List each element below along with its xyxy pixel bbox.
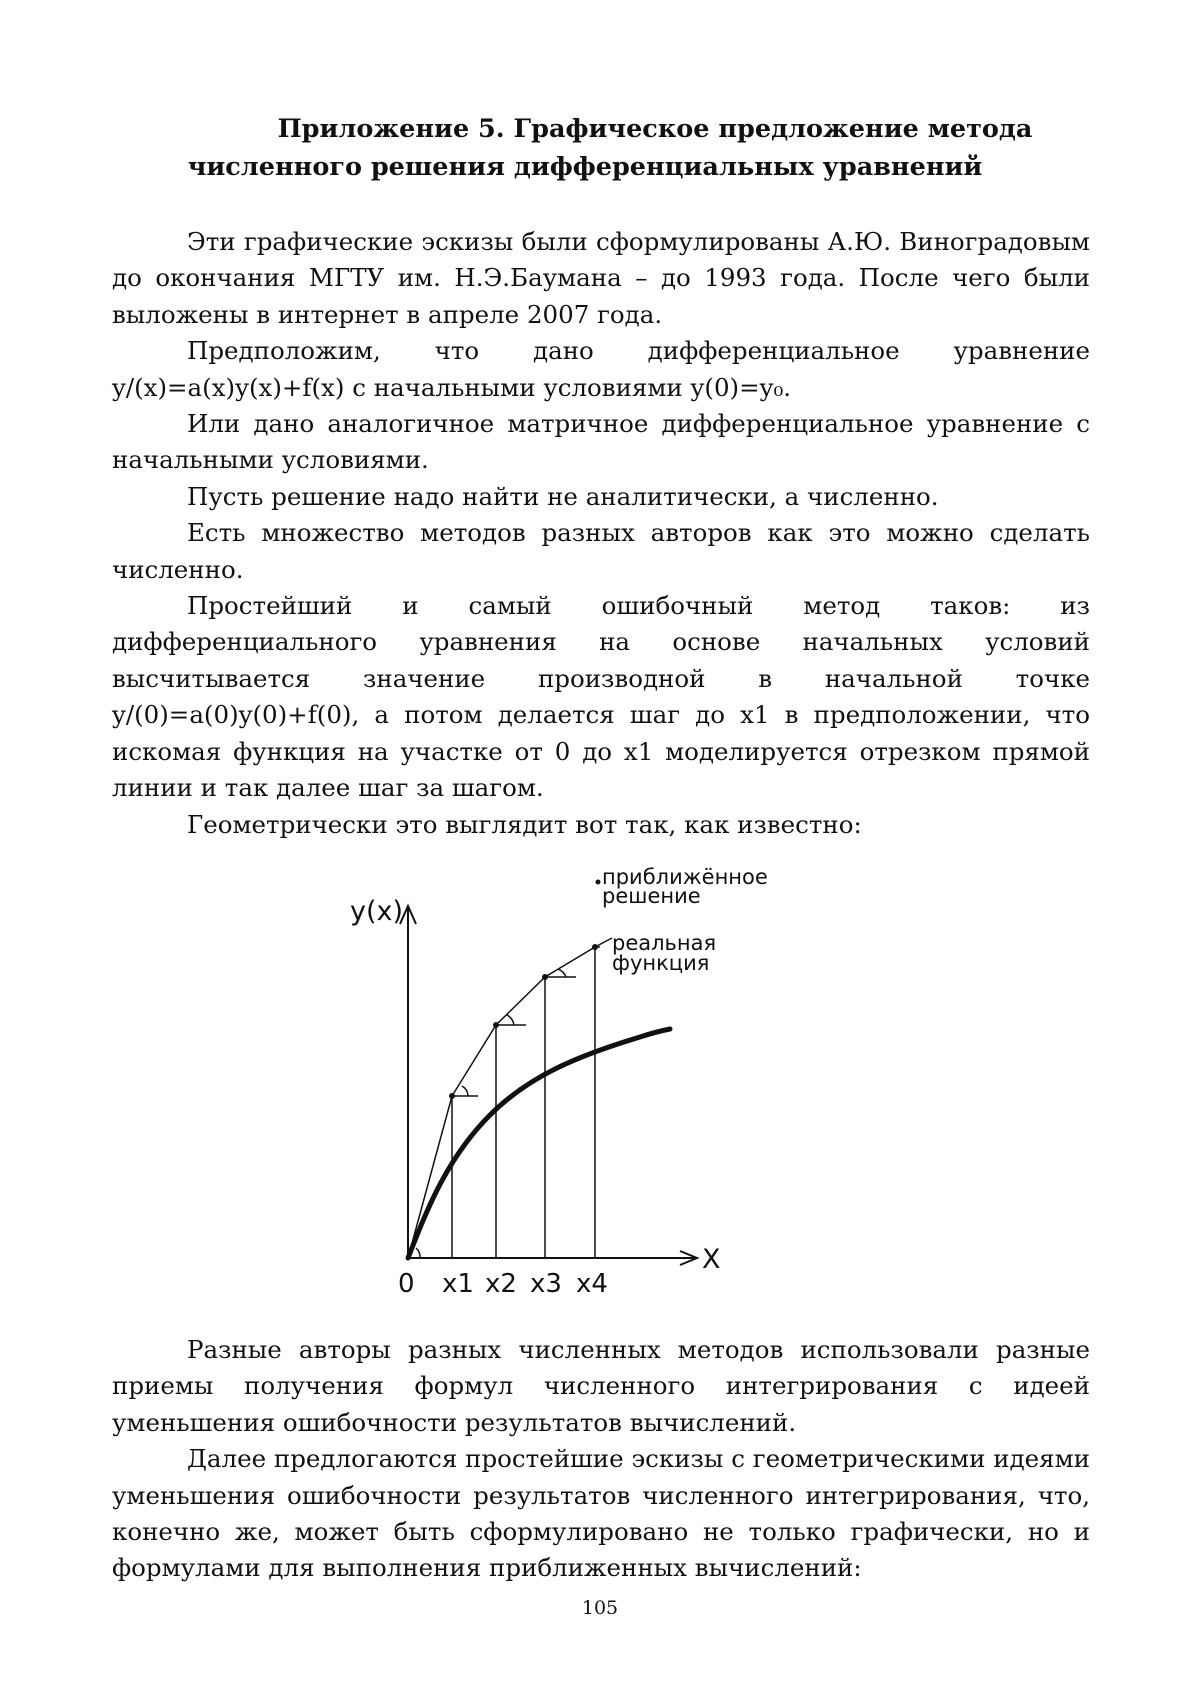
- tick-label-0: 0: [398, 1269, 415, 1299]
- paragraph: Или дано аналогичное матричное дифференциальное уравнение с начальными условиями.: [112, 409, 1090, 475]
- approx-label-line-1: приближённое: [602, 865, 768, 889]
- paragraph: Предположим, что дано дифференциальное уравнение y/(x)=a(x)y(x)+f(x) с начальными условиями y(0)=y₀.: [112, 336, 1090, 402]
- real-label-line-1: реальная: [612, 931, 717, 955]
- paragraph: Пусть решение надо найти не аналитически, а численно.: [187, 481, 939, 511]
- angle-mark: [558, 969, 566, 977]
- body-text-bottom: [112, 1332, 1090, 1587]
- x-axis-label: X: [702, 1244, 721, 1275]
- body-text-top: [112, 224, 1090, 843]
- paragraph: Простейший и самый ошибочный метод таков: из дифференциального уравнения на основе начальных условий высчитывается значение производной в начальной точке y/(0)=a(0)y(0)+f(0), а потом делается шаг до x1 в предположении, что искомая функция на участке от 0 до x1 моделируется отрезком прямой линии и так далее шаг за шагом.: [112, 591, 1090, 803]
- paragraph: Разные авторы разных численных методов использовали разные приемы получения формул численного интегрирования с идеей уменьшения ошибочности результатов вычислений.: [112, 1335, 1090, 1437]
- tick-label-x2: x2: [485, 1269, 517, 1299]
- title-line-1: Приложение 5. Графическое предложение метода: [277, 114, 1033, 144]
- paragraph: Геометрически это выглядит вот так, как известно:: [187, 809, 862, 839]
- tick-label-x1: x1: [442, 1269, 474, 1299]
- tick-label-x4: x4: [576, 1269, 608, 1299]
- paragraph: Эти графические эскизы были сформулированы А.Ю. Виноградовым до окончания МГТУ им. Н.Э.Баумана – до 1993 года. После чего были выложены в интернет в апреле 2007 года.: [112, 227, 1090, 329]
- real-function-curve: [408, 1029, 670, 1258]
- title-line-2: численного решения дифференциальных уравнений: [187, 152, 983, 182]
- paragraph: Далее предлогаются простейшие эскизы с геометрическими идеями уменьшения ошибочности результатов численного интегрирования, что, конечно же, может быть сформулировано не только графически, но и формулами для выполнения приближенных вычислений:: [112, 1444, 1090, 1583]
- paragraph: Есть множество методов разных авторов как это можно сделать численно.: [112, 518, 1090, 584]
- page-number: 105: [581, 1597, 619, 1619]
- figure-svg: [350, 865, 820, 1299]
- appendix-title: [150, 110, 1050, 186]
- label-pointer-dot: [596, 880, 601, 885]
- y-axis-label: y(x): [350, 896, 404, 927]
- tick-label-x3: x3: [530, 1269, 562, 1299]
- angle-mark: [462, 1086, 468, 1096]
- angle-mark: [507, 1015, 514, 1025]
- euler-method-figure: [350, 865, 820, 1299]
- real-label-line-2: функция: [612, 951, 710, 975]
- approx-label-line-2: решение: [602, 884, 701, 908]
- angle-mark: [416, 1248, 420, 1258]
